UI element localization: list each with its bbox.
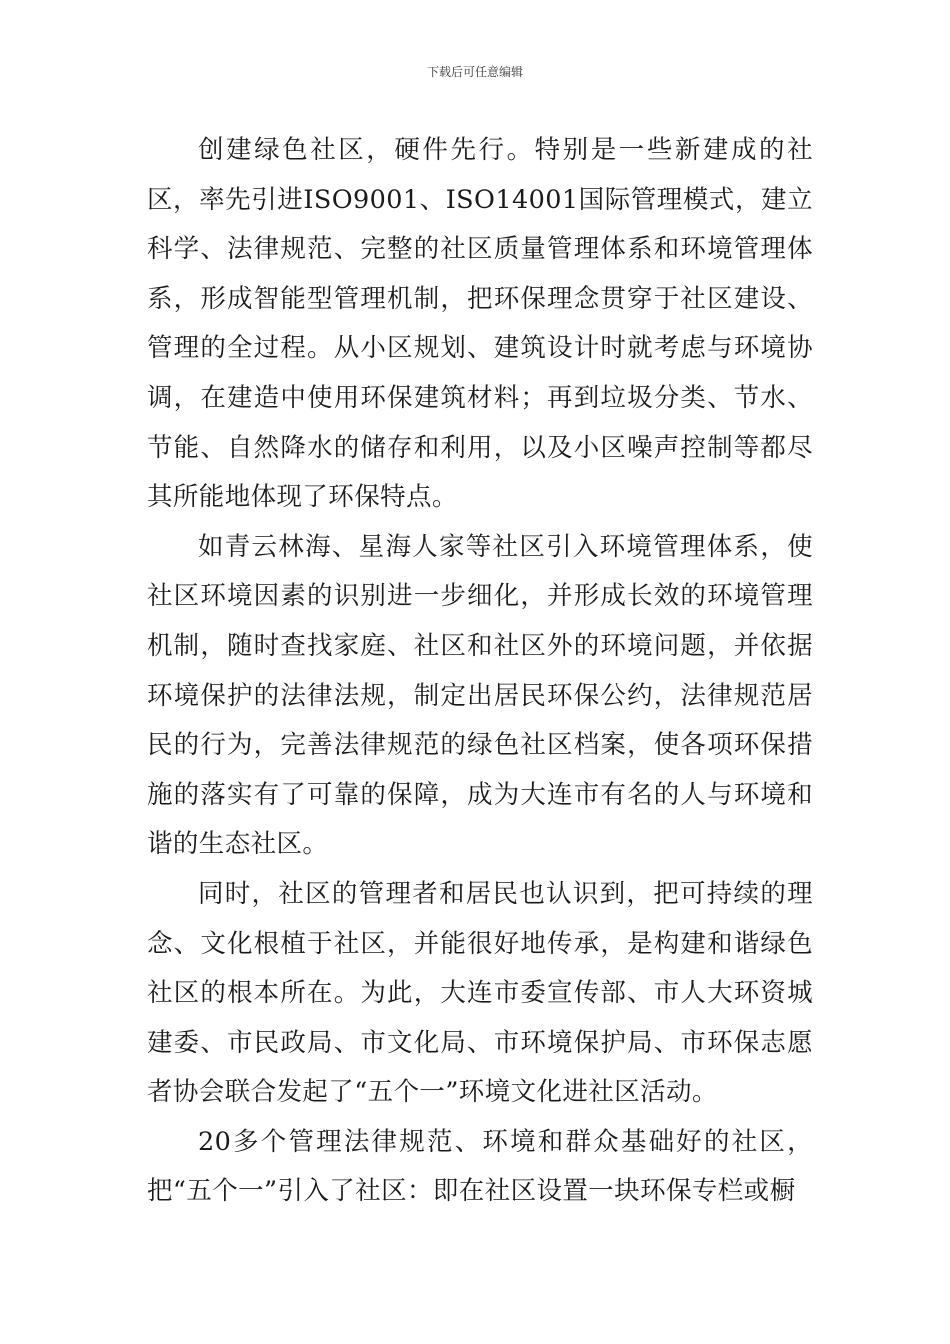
page-header: 下载后可任意编辑: [426, 65, 523, 79]
paragraph-1: 创建绿色社区，硬件先行。特别是一些新建成的社区，率先引进ISO9001、ISO14001国际管理模式，建立科学、法律规范、完整的社区质量管理体系和环境管理体系，形成智能型管理机制，把环保理念贯穿于社区建设、管理的全过程。从小区规划、建筑设计时就考虑与环境协调，在建造中使用环保建筑材料；再到垃圾分类、节水、节能、自然降水的储存和利用，以及小区噪声控制等都尽其所能地体现了环保特点。: [147, 135, 813, 513]
paragraph-2: 如青云林海、星海人家等社区引入环境管理体系，使社区环境因素的识别进一步细化，并形成长效的环境管理机制，随时查找家庭、社区和社区外的环境问题，并依据环境保护的法律法规，制定出居民环保公约，法律规范居民的行为，完善法律规范的绿色社区档案，使各项环保措施的落实有了可靠的保障，成为大连市有名的人与环境和谐的生态社区。: [147, 531, 813, 860]
paragraph-4: 20多个管理法律规范、环境和群众基础好的社区，把“五个一”引入了社区：即在社区设置一块环保专栏或橱: [147, 1126, 813, 1207]
paragraph-3: 同时，社区的管理者和居民也认识到，把可持续的理念、文化根植于社区，并能很好地传承，是构建和谐绿色社区的根本所在。为此，大连市委宣传部、市人大环资城建委、市民政局、市文化局、市环境保护局、市环保志愿者协会联合发起了“五个一”环境文化进社区活动。: [147, 878, 813, 1108]
document-body: [147, 126, 813, 1217]
